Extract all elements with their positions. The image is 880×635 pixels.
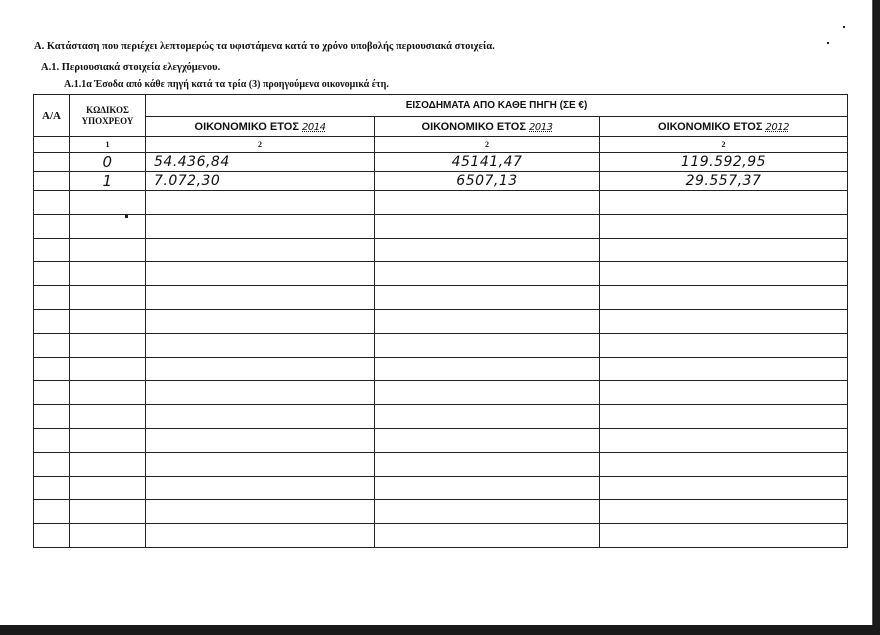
empty-cell <box>146 452 375 476</box>
empty-cell <box>600 357 848 381</box>
empty-cell <box>146 405 375 429</box>
empty-cell <box>70 452 146 476</box>
table-row <box>34 405 848 429</box>
year-header-1 <box>146 117 375 137</box>
empty-cell <box>34 191 70 215</box>
empty-cell <box>70 333 146 357</box>
empty-cell <box>600 381 848 405</box>
empty-cell <box>600 524 848 548</box>
table-row <box>34 214 848 238</box>
empty-cell <box>146 262 375 286</box>
income-cell: 6507,13 <box>375 172 600 191</box>
empty-cell <box>375 357 600 381</box>
empty-cell <box>375 405 600 429</box>
scan-speck <box>843 26 845 28</box>
table-row <box>34 238 848 262</box>
table-row <box>34 333 848 357</box>
table-row <box>34 381 848 405</box>
subsection-heading: Α.1. Περιουσιακά στοιχεία ελεγχόμενου. <box>41 62 221 73</box>
empty-cell <box>70 309 146 333</box>
income-table <box>33 94 848 548</box>
empty-cell <box>146 309 375 333</box>
year-header-3 <box>600 117 848 137</box>
empty-cell <box>34 381 70 405</box>
aa-cell <box>34 172 70 191</box>
empty-cell <box>600 476 848 500</box>
empty-cell <box>70 524 146 548</box>
empty-cell <box>70 405 146 429</box>
table-row <box>34 524 848 548</box>
empty-cell <box>34 286 70 310</box>
empty-cell <box>34 357 70 381</box>
empty-cell <box>375 428 600 452</box>
empty-cell <box>600 452 848 476</box>
col-number-empty <box>34 137 70 153</box>
empty-cell <box>375 333 600 357</box>
code-header-line1: ΚΩΔΙΚΟΣ <box>86 104 129 115</box>
empty-cell <box>375 500 600 524</box>
empty-cell <box>34 309 70 333</box>
year-prefix: ΟΙΚΟΝΟΜΙΚΟ ΕΤΟΣ <box>421 120 526 133</box>
empty-cell <box>600 191 848 215</box>
col-number: 2 <box>600 137 848 153</box>
empty-cell <box>146 500 375 524</box>
table-row <box>34 172 848 191</box>
empty-cell <box>600 309 848 333</box>
empty-cell <box>600 428 848 452</box>
empty-cell <box>146 191 375 215</box>
table-row <box>34 309 848 333</box>
year-prefix: ΟΙΚΟΝΟΜΙΚΟ ΕΤΟΣ <box>658 120 763 133</box>
table-row <box>34 500 848 524</box>
empty-cell <box>146 476 375 500</box>
subsubsection-heading: Α.1.1α Έσοδα από κάθε πηγή κατά τα τρία (3) προηγούμενα οικονομικά έτη. <box>64 79 389 90</box>
empty-cell <box>375 262 600 286</box>
income-header: ΕΙΣΟΔΗΜΑΤΑ ΑΠΟ ΚΑΘΕ ΠΗΓΗ (ΣΕ €) <box>146 95 848 117</box>
aa-header: Α/Α <box>34 95 70 137</box>
col-number: 1 <box>70 137 146 153</box>
empty-cell <box>600 405 848 429</box>
code-header <box>70 95 146 137</box>
empty-cell <box>70 357 146 381</box>
empty-cell <box>34 452 70 476</box>
empty-cell <box>70 262 146 286</box>
table-row <box>34 452 848 476</box>
scan-border <box>0 625 880 635</box>
scan-speck <box>827 42 829 44</box>
empty-cell <box>34 238 70 262</box>
code-header-line2: ΥΠΟΧΡΕΟΥ <box>81 115 134 126</box>
year-value: 2013 <box>529 121 553 133</box>
empty-cell <box>375 309 600 333</box>
income-cell: 29.557,37 <box>600 172 848 191</box>
empty-cell <box>375 452 600 476</box>
empty-cell <box>600 262 848 286</box>
empty-cell <box>34 333 70 357</box>
empty-cell <box>34 214 70 238</box>
empty-cell <box>146 333 375 357</box>
empty-cell <box>375 476 600 500</box>
table-row <box>34 153 848 172</box>
empty-cell <box>375 381 600 405</box>
empty-cell <box>70 500 146 524</box>
year-value: 2012 <box>765 121 789 133</box>
empty-cell <box>375 286 600 310</box>
table-row <box>34 262 848 286</box>
income-cell: 45141,47 <box>375 153 600 172</box>
empty-cell <box>600 333 848 357</box>
empty-cell <box>34 500 70 524</box>
empty-cell <box>34 262 70 286</box>
empty-cell <box>600 500 848 524</box>
table-row <box>34 286 848 310</box>
code-cell: 0 <box>70 153 146 172</box>
empty-cell <box>375 524 600 548</box>
empty-cell <box>34 476 70 500</box>
empty-cell <box>70 476 146 500</box>
empty-cell <box>146 357 375 381</box>
year-header-2 <box>375 117 600 137</box>
empty-cell <box>375 238 600 262</box>
table-row <box>34 191 848 215</box>
empty-cell <box>70 191 146 215</box>
empty-cell <box>600 286 848 310</box>
empty-cell <box>70 238 146 262</box>
table-row <box>34 428 848 452</box>
aa-cell <box>34 153 70 172</box>
empty-cell <box>146 524 375 548</box>
empty-cell <box>146 428 375 452</box>
empty-cell <box>34 405 70 429</box>
col-number: 2 <box>375 137 600 153</box>
empty-cell <box>146 286 375 310</box>
year-value: 2014 <box>302 121 326 133</box>
section-heading: Α. Κατάσταση που περιέχει λεπτομερώς τα υφιστάμενα κατά το χρόνο υποβολής περιουσιακά στοιχεία. <box>34 41 495 52</box>
table-row <box>34 357 848 381</box>
empty-cell <box>70 428 146 452</box>
empty-cell <box>70 286 146 310</box>
empty-cell <box>375 191 600 215</box>
empty-cell <box>600 238 848 262</box>
empty-cell <box>34 428 70 452</box>
income-cell: 119.592,95 <box>600 153 848 172</box>
empty-cell <box>34 524 70 548</box>
col-number: 2 <box>146 137 375 153</box>
income-cell: 54.436,84 <box>146 153 375 172</box>
year-prefix: ΟΙΚΟΝΟΜΙΚΟ ΕΤΟΣ <box>194 120 299 133</box>
empty-cell <box>146 214 375 238</box>
empty-cell <box>600 214 848 238</box>
income-cell: 7.072,30 <box>146 172 375 191</box>
code-cell: 1 <box>70 172 146 191</box>
empty-cell <box>70 381 146 405</box>
empty-cell <box>375 214 600 238</box>
table-row <box>34 476 848 500</box>
empty-cell <box>146 381 375 405</box>
empty-cell <box>70 214 146 238</box>
empty-cell <box>146 238 375 262</box>
